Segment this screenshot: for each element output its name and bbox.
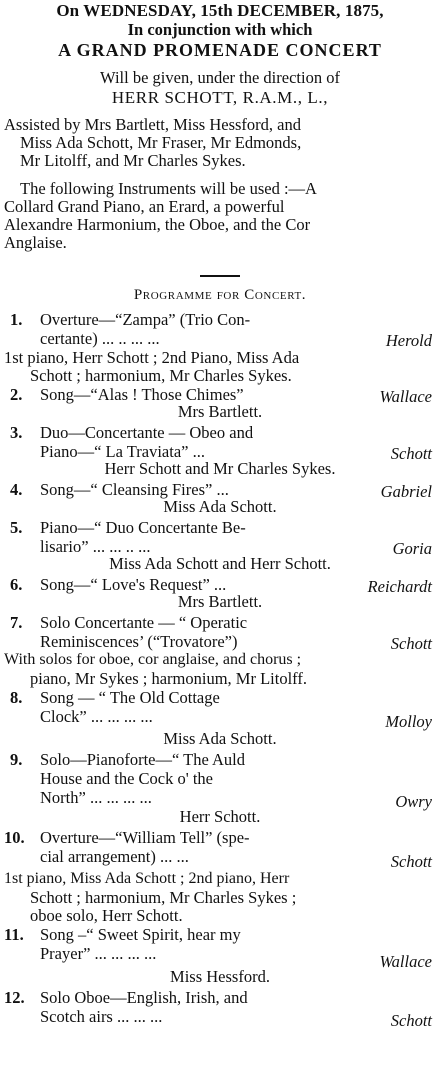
item-number: 11. [4,925,24,944]
divider [200,275,240,277]
item-number: 5. [10,518,23,537]
item-details-cont: piano, Mr Sykes ; harmonium, Mr Litolff. [30,669,307,688]
item-details: With solos for oboe, cor anglaise, and chorus ; [4,651,302,668]
assisted-line-3: Mr Litolff, and Mr Charles Sykes. [20,151,246,170]
instruments-line-2: Collard Grand Piano, an Erard, a powerful [4,197,285,216]
composer: Molloy [385,712,432,731]
instruments-line-4: Anglaise. [4,233,67,252]
item-number: 9. [10,750,23,769]
performer: Herr Schott and Mr Charles Sykes. [104,459,336,478]
item-title-cont: Reminiscences’ (“Trovatore”) [40,632,238,651]
item-title-cont: lisario” ... ... .. ... [40,537,151,556]
item-details-cont: oboe solo, Herr Schott. [30,906,183,925]
concert-title: A GRAND PROMENADE CONCERT [58,40,382,60]
performer: Miss Ada Schott and Herr Schott. [109,554,331,573]
item-number: 7. [10,613,23,632]
item-title: Solo Concertante — “ Operatic [40,613,248,632]
item-title: Song — “ The Old Cottage [40,688,220,707]
item-title-cont: Prayer” ... ... ... ... [40,944,157,963]
item-details: 1st piano, Herr Schott ; 2nd Piano, Miss Ada [4,348,300,367]
item-details: 1st piano, Miss Ada Schott ; 2nd piano, Herr [4,870,290,887]
performer: Herr Schott. [179,807,261,826]
conjunction-line: In conjunction with which [127,20,313,39]
given-line: Will be given, under the direction of [100,68,340,87]
director-line: HERR SCHOTT, R.A.M., L., [111,88,329,107]
instruments-line-3: Alexandre Harmonium, the Oboe, and the Cor [4,215,311,234]
item-title-cont: Scotch airs ... ... ... [40,1007,163,1026]
composer: Wallace [379,387,432,406]
item-title-cont: cial arrangement) ... ... [40,847,189,866]
programme-heading: Programme for Concert. [133,287,307,303]
composer: Schott [390,852,432,871]
item-details-cont: Schott ; harmonium, Mr Charles Sykes. [30,366,292,385]
item-title: Solo—Pianoforte—“ The Auld [40,750,246,769]
performer: Mrs Bartlett. [177,592,263,611]
performer: Miss Ada Schott. [163,497,277,516]
item-title: Song—“Alas ! Those Chimes” [40,385,244,404]
item-number: 10. [4,828,25,847]
composer: Schott [390,634,432,653]
composer: Owry [395,792,432,811]
item-title: Solo Oboe—English, Irish, and [40,988,248,1007]
item-number: 8. [10,688,23,707]
item-number: 1. [10,310,23,329]
item-title-cont: Piano—“ La Traviata” ... [40,442,205,461]
performer: Mrs Bartlett. [177,402,263,421]
item-title: Overture—“Zampa” (Trio Con- [40,310,251,329]
item-title-cont: North” ... ... ... ... [40,788,152,807]
item-title-cont: Clock” ... ... ... ... [40,707,153,726]
composer: Schott [390,444,432,463]
assisted-line-1: Assisted by Mrs Bartlett, Miss Hessford, and [4,115,301,134]
item-title: Overture—“William Tell” (spe- [40,828,250,847]
item-number: 3. [10,423,23,442]
composer: Goria [392,539,432,558]
composer: Wallace [379,952,432,971]
assisted-line-2: Miss Ada Schott, Mr Fraser, Mr Edmonds, [20,133,302,152]
performer: Miss Hessford. [170,967,270,986]
item-title-cont: House and the Cock o' the [40,769,213,788]
item-title: Song—“ Cleansing Fires” ... [40,480,229,499]
composer: Schott [390,1011,432,1030]
composer: Reichardt [367,577,432,596]
item-title: Song—“ Love's Request” ... [40,575,227,594]
item-title: Song –“ Sweet Spirit, hear my [40,925,241,944]
item-number: 4. [10,480,23,499]
item-number: 12. [4,988,25,1007]
date-line: On WEDNESDAY, 15th DECEMBER, 1875, [56,1,384,20]
item-title: Duo—Concertante — Obeo and [40,423,254,442]
item-title: Piano—“ Duo Concertante Be- [40,518,246,537]
item-number: 6. [10,575,23,594]
item-title-cont: certante) ... .. ... ... [40,329,160,348]
composer: Herold [385,331,432,350]
item-details-cont: Schott ; harmonium, Mr Charles Sykes ; [30,888,297,907]
performer: Miss Ada Schott. [163,729,277,748]
instruments-line-1: The following Instruments will be used :—A [20,179,317,198]
item-number: 2. [10,385,23,404]
composer: Gabriel [380,482,432,501]
